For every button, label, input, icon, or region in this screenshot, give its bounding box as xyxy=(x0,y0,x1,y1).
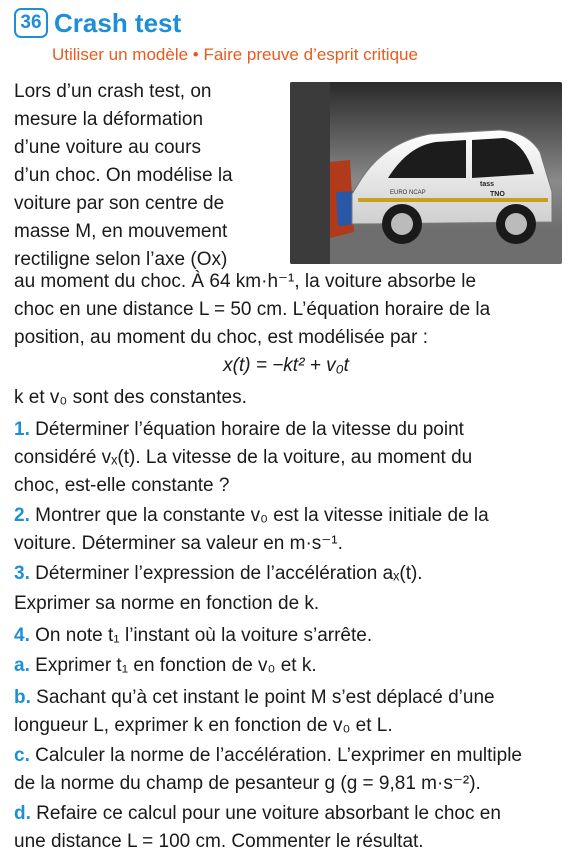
question-4c xyxy=(14,742,562,770)
question-text: Déterminer l’expression de l’accélération aₓ(t). xyxy=(35,563,423,584)
body-line: position, au moment du choc, est modélisée par : xyxy=(14,327,429,348)
question-letter: a. xyxy=(14,655,30,676)
intro-line: rectiligne selon l’axe (Ox) xyxy=(14,249,228,270)
question-number: 1. xyxy=(14,419,30,440)
intro-line: masse M, en mouvement xyxy=(14,221,228,242)
question-4d-line: une distance L = 100 cm. Commenter le résultat. xyxy=(14,831,424,852)
question-text: Calculer la norme de l’accélération. L’exprimer en multiple xyxy=(35,745,522,766)
question-number: 3. xyxy=(14,563,30,584)
question-text: Sachant qu’à cet instant le point M s’est déplacé d’une xyxy=(36,687,495,708)
question-2-line: voiture. Déterminer sa valeur en m·s⁻¹. xyxy=(14,533,343,554)
body-line: choc en une distance L = 50 cm. L’équation horaire de la xyxy=(14,299,491,320)
question-2 xyxy=(14,502,562,530)
question-4b xyxy=(14,684,562,712)
intro-line: d’un choc. On modélise la xyxy=(14,165,233,186)
question-4 xyxy=(14,622,562,650)
ncap-badge: EURO NCAP xyxy=(390,190,426,196)
intro-line: mesure la déformation xyxy=(14,109,204,130)
question-number: 4. xyxy=(14,625,30,646)
constants-line: k et v₀ sont des constantes. xyxy=(14,387,247,408)
plate-label: TNO xyxy=(490,191,505,198)
question-1-line: considéré vₓ(t). La vitesse de la voiture, au moment du xyxy=(14,447,473,468)
exercise-number: 36 xyxy=(14,8,48,38)
intro-line: Lors d’un crash test, on xyxy=(14,81,212,102)
question-letter: c. xyxy=(14,745,30,766)
question-4a xyxy=(14,652,562,680)
question-3-line: Exprimer sa norme en fonction de k. xyxy=(14,593,320,614)
exercise-title: Crash test xyxy=(54,8,182,38)
question-letter: b. xyxy=(14,687,31,708)
exercise-header xyxy=(14,8,181,38)
question-4b-line: longueur L, exprimer k en fonction de v₀ et L. xyxy=(14,715,393,736)
body-line: au moment du choc. À 64 km·h⁻¹, la voiture absorbe le xyxy=(14,271,477,292)
sticker-label: tass xyxy=(480,181,495,188)
question-4c-line: de la norme du champ de pesanteur g (g = 9,81 m·s⁻²). xyxy=(14,773,481,794)
question-text: Déterminer l’équation horaire de la vitesse du point xyxy=(35,419,464,440)
intro-paragraph xyxy=(14,78,264,274)
question-4d xyxy=(14,800,562,828)
intro-line: voiture par son centre de xyxy=(14,193,225,214)
question-1-line: choc, est-elle constante ? xyxy=(14,475,230,496)
intro-line: d’une voiture au cours xyxy=(14,137,201,158)
question-text: Refaire ce calcul pour une voiture absorbant le choc en xyxy=(36,803,501,824)
exercise-subtitle: Utiliser un modèle • Faire preuve d’esprit critique xyxy=(52,45,418,64)
question-letter: d. xyxy=(14,803,31,824)
question-text: Exprimer t₁ en fonction de v₀ et k. xyxy=(35,655,317,676)
question-1 xyxy=(14,416,562,444)
crash-test-photo xyxy=(290,82,562,264)
question-3 xyxy=(14,560,562,588)
question-number: 2. xyxy=(14,505,30,526)
question-text: Montrer que la constante v₀ est la vitesse initiale de la xyxy=(35,505,489,526)
question-text: On note t₁ l’instant où la voiture s’arrête. xyxy=(35,625,373,646)
position-formula: x(t) = −kt² + v₀t xyxy=(223,355,349,376)
crash-car-illustration xyxy=(290,82,562,264)
